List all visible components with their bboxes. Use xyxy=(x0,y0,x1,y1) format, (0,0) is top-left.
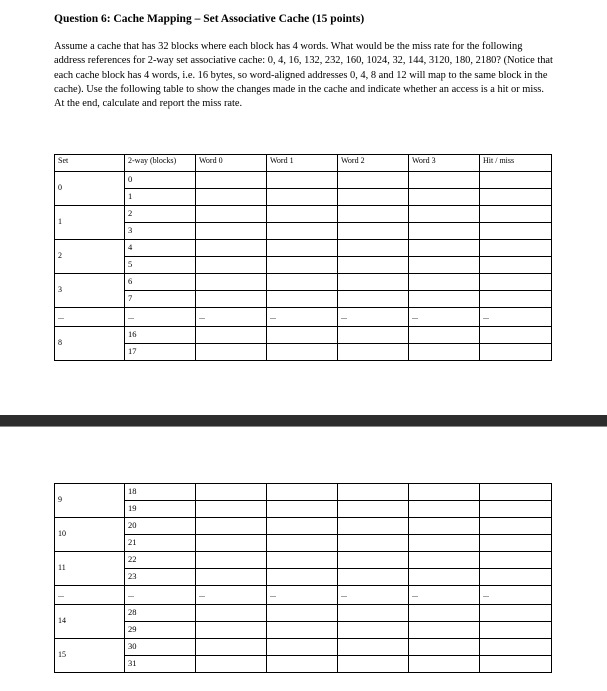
table-row xyxy=(55,569,552,586)
page-break xyxy=(0,415,607,426)
cell[interactable] xyxy=(267,274,338,291)
cell[interactable] xyxy=(480,501,552,518)
table-row xyxy=(55,535,552,552)
cell[interactable] xyxy=(267,622,338,639)
cell[interactable] xyxy=(267,535,338,552)
ellipsis: ... xyxy=(480,308,552,327)
table-header-row xyxy=(55,155,552,172)
cell[interactable] xyxy=(338,206,409,223)
question-paragraph: Assume a cache that has 32 blocks where each block has 4 words. What would be the miss rate for the following address references for 2-way set associative cache: 0, 4, 16, 132, 232, 160, 1024, 32, 144, 3120, 180, 2180? (Notice that each cache block has 4 words, i.e. 16 bytes, so word-aligned addresses 0, 4, 8 and 12 will map to the same block in the cache). Use the following table to show the changes made in the cache and indicate whether an access is a hit or miss. At the end, calculate and report the miss rate. xyxy=(54,41,553,110)
set-label: 14 xyxy=(55,605,125,639)
block-label: 5 xyxy=(125,257,196,274)
cell[interactable] xyxy=(267,569,338,586)
table-row xyxy=(55,622,552,639)
cell[interactable] xyxy=(267,240,338,257)
table-row xyxy=(55,518,552,535)
cell[interactable] xyxy=(338,501,409,518)
cell[interactable] xyxy=(409,240,480,257)
cell[interactable] xyxy=(267,223,338,240)
cell[interactable] xyxy=(267,656,338,673)
cell[interactable] xyxy=(196,656,267,673)
cell[interactable] xyxy=(196,274,267,291)
cell[interactable] xyxy=(267,605,338,622)
cell[interactable] xyxy=(409,569,480,586)
block-label: 31 xyxy=(125,656,196,673)
ellipsis: ... xyxy=(196,586,267,605)
cache-table-2 xyxy=(54,483,552,673)
cell[interactable] xyxy=(267,518,338,535)
block-label: 0 xyxy=(125,172,196,189)
header-word1: Word 1 xyxy=(267,155,338,172)
cell[interactable] xyxy=(480,535,552,552)
cell[interactable] xyxy=(338,291,409,308)
table-row xyxy=(55,240,552,257)
cell[interactable] xyxy=(480,172,552,189)
ellipsis-row xyxy=(55,586,552,605)
block-label: 2 xyxy=(125,206,196,223)
cell[interactable] xyxy=(480,274,552,291)
ellipsis: ... xyxy=(338,308,409,327)
cell[interactable] xyxy=(196,605,267,622)
ellipsis: ... xyxy=(55,586,125,605)
cell[interactable] xyxy=(409,622,480,639)
cell[interactable] xyxy=(338,240,409,257)
set-label: 3 xyxy=(55,274,125,308)
block-label: 3 xyxy=(125,223,196,240)
ellipsis: ... xyxy=(267,586,338,605)
cell[interactable] xyxy=(196,172,267,189)
block-label: 28 xyxy=(125,605,196,622)
table-row xyxy=(55,552,552,569)
set-label: 1 xyxy=(55,206,125,240)
cell[interactable] xyxy=(196,501,267,518)
cell[interactable] xyxy=(267,552,338,569)
cell[interactable] xyxy=(267,639,338,656)
table-row xyxy=(55,172,552,189)
block-label: 30 xyxy=(125,639,196,656)
cell[interactable] xyxy=(409,172,480,189)
cell[interactable] xyxy=(480,569,552,586)
cell[interactable] xyxy=(338,484,409,501)
ellipsis: ... xyxy=(409,308,480,327)
header-hit-miss: Hit / miss xyxy=(480,155,552,172)
cell[interactable] xyxy=(409,552,480,569)
cell[interactable] xyxy=(409,274,480,291)
table-row xyxy=(55,344,552,361)
table-row xyxy=(55,274,552,291)
cell[interactable] xyxy=(480,327,552,344)
table-row xyxy=(55,291,552,308)
cell[interactable] xyxy=(480,291,552,308)
header-blocks: 2-way (blocks) xyxy=(125,155,196,172)
set-label: 10 xyxy=(55,518,125,552)
cell[interactable] xyxy=(480,240,552,257)
cell[interactable] xyxy=(196,518,267,535)
cell[interactable] xyxy=(338,189,409,206)
table-row xyxy=(55,605,552,622)
cell[interactable] xyxy=(196,223,267,240)
cell[interactable] xyxy=(480,656,552,673)
block-label: 19 xyxy=(125,501,196,518)
cell[interactable] xyxy=(267,172,338,189)
block-label: 20 xyxy=(125,518,196,535)
cell[interactable] xyxy=(196,639,267,656)
cell[interactable] xyxy=(338,605,409,622)
ellipsis: ... xyxy=(55,308,125,327)
cell[interactable] xyxy=(338,656,409,673)
table-row xyxy=(55,206,552,223)
cell[interactable] xyxy=(196,535,267,552)
cell[interactable] xyxy=(196,569,267,586)
cell[interactable] xyxy=(409,257,480,274)
cell[interactable] xyxy=(338,327,409,344)
block-label: 29 xyxy=(125,622,196,639)
cell[interactable] xyxy=(409,501,480,518)
ellipsis: ... xyxy=(125,308,196,327)
cell[interactable] xyxy=(480,257,552,274)
cell[interactable] xyxy=(409,291,480,308)
ellipsis-row xyxy=(55,308,552,327)
set-label: 9 xyxy=(55,484,125,518)
cache-table-1 xyxy=(54,154,552,361)
cell[interactable] xyxy=(196,344,267,361)
block-label: 4 xyxy=(125,240,196,257)
cell[interactable] xyxy=(196,291,267,308)
table-row xyxy=(55,656,552,673)
cell[interactable] xyxy=(267,291,338,308)
cell[interactable] xyxy=(409,639,480,656)
header-word3: Word 3 xyxy=(409,155,480,172)
cell[interactable] xyxy=(480,206,552,223)
cell[interactable] xyxy=(267,484,338,501)
block-label: 23 xyxy=(125,569,196,586)
set-label: 8 xyxy=(55,327,125,361)
block-label: 1 xyxy=(125,189,196,206)
cell[interactable] xyxy=(338,223,409,240)
cell[interactable] xyxy=(409,535,480,552)
cell[interactable] xyxy=(196,552,267,569)
cell[interactable] xyxy=(480,344,552,361)
cell[interactable] xyxy=(409,605,480,622)
cell[interactable] xyxy=(338,535,409,552)
cell[interactable] xyxy=(338,518,409,535)
table-row xyxy=(55,189,552,206)
question-title: Question 6: Cache Mapping – Set Associative Cache (15 points) xyxy=(54,13,365,25)
cell[interactable] xyxy=(480,223,552,240)
cell[interactable] xyxy=(196,327,267,344)
table-row xyxy=(55,257,552,274)
block-label: 22 xyxy=(125,552,196,569)
block-label: 6 xyxy=(125,274,196,291)
cell[interactable] xyxy=(480,484,552,501)
cell[interactable] xyxy=(338,172,409,189)
cell[interactable] xyxy=(338,622,409,639)
ellipsis: ... xyxy=(338,586,409,605)
cell[interactable] xyxy=(338,257,409,274)
cell[interactable] xyxy=(338,274,409,291)
table-row xyxy=(55,484,552,501)
cell[interactable] xyxy=(196,257,267,274)
cell[interactable] xyxy=(338,639,409,656)
cell[interactable] xyxy=(196,189,267,206)
ellipsis: ... xyxy=(409,586,480,605)
cell[interactable] xyxy=(267,257,338,274)
cell[interactable] xyxy=(338,569,409,586)
cell[interactable] xyxy=(409,344,480,361)
set-label: 2 xyxy=(55,240,125,274)
cell[interactable] xyxy=(267,189,338,206)
ellipsis: ... xyxy=(125,586,196,605)
ellipsis: ... xyxy=(196,308,267,327)
block-label: 18 xyxy=(125,484,196,501)
cell[interactable] xyxy=(480,518,552,535)
cell[interactable] xyxy=(480,189,552,206)
table-row xyxy=(55,223,552,240)
cell[interactable] xyxy=(267,206,338,223)
block-label: 16 xyxy=(125,327,196,344)
cell[interactable] xyxy=(480,552,552,569)
cell[interactable] xyxy=(409,206,480,223)
header-word2: Word 2 xyxy=(338,155,409,172)
cell[interactable] xyxy=(267,501,338,518)
cell[interactable] xyxy=(409,327,480,344)
ellipsis: ... xyxy=(480,586,552,605)
cell[interactable] xyxy=(267,327,338,344)
cell[interactable] xyxy=(480,639,552,656)
table-row xyxy=(55,327,552,344)
cell[interactable] xyxy=(338,344,409,361)
set-label: 0 xyxy=(55,172,125,206)
cell[interactable] xyxy=(338,552,409,569)
cell[interactable] xyxy=(480,622,552,639)
cell[interactable] xyxy=(409,189,480,206)
set-label: 15 xyxy=(55,639,125,673)
cell[interactable] xyxy=(267,344,338,361)
cell[interactable] xyxy=(196,206,267,223)
cell[interactable] xyxy=(196,622,267,639)
table-row xyxy=(55,639,552,656)
block-label: 7 xyxy=(125,291,196,308)
cell[interactable] xyxy=(196,484,267,501)
cell[interactable] xyxy=(480,605,552,622)
cell[interactable] xyxy=(409,484,480,501)
cell[interactable] xyxy=(409,656,480,673)
block-label: 17 xyxy=(125,344,196,361)
cell[interactable] xyxy=(409,223,480,240)
block-label: 21 xyxy=(125,535,196,552)
cell[interactable] xyxy=(409,518,480,535)
ellipsis: ... xyxy=(267,308,338,327)
page-break-shadow xyxy=(0,426,607,427)
header-set: Set xyxy=(55,155,125,172)
set-label: 11 xyxy=(55,552,125,586)
cell[interactable] xyxy=(196,240,267,257)
header-word0: Word 0 xyxy=(196,155,267,172)
table-row xyxy=(55,501,552,518)
